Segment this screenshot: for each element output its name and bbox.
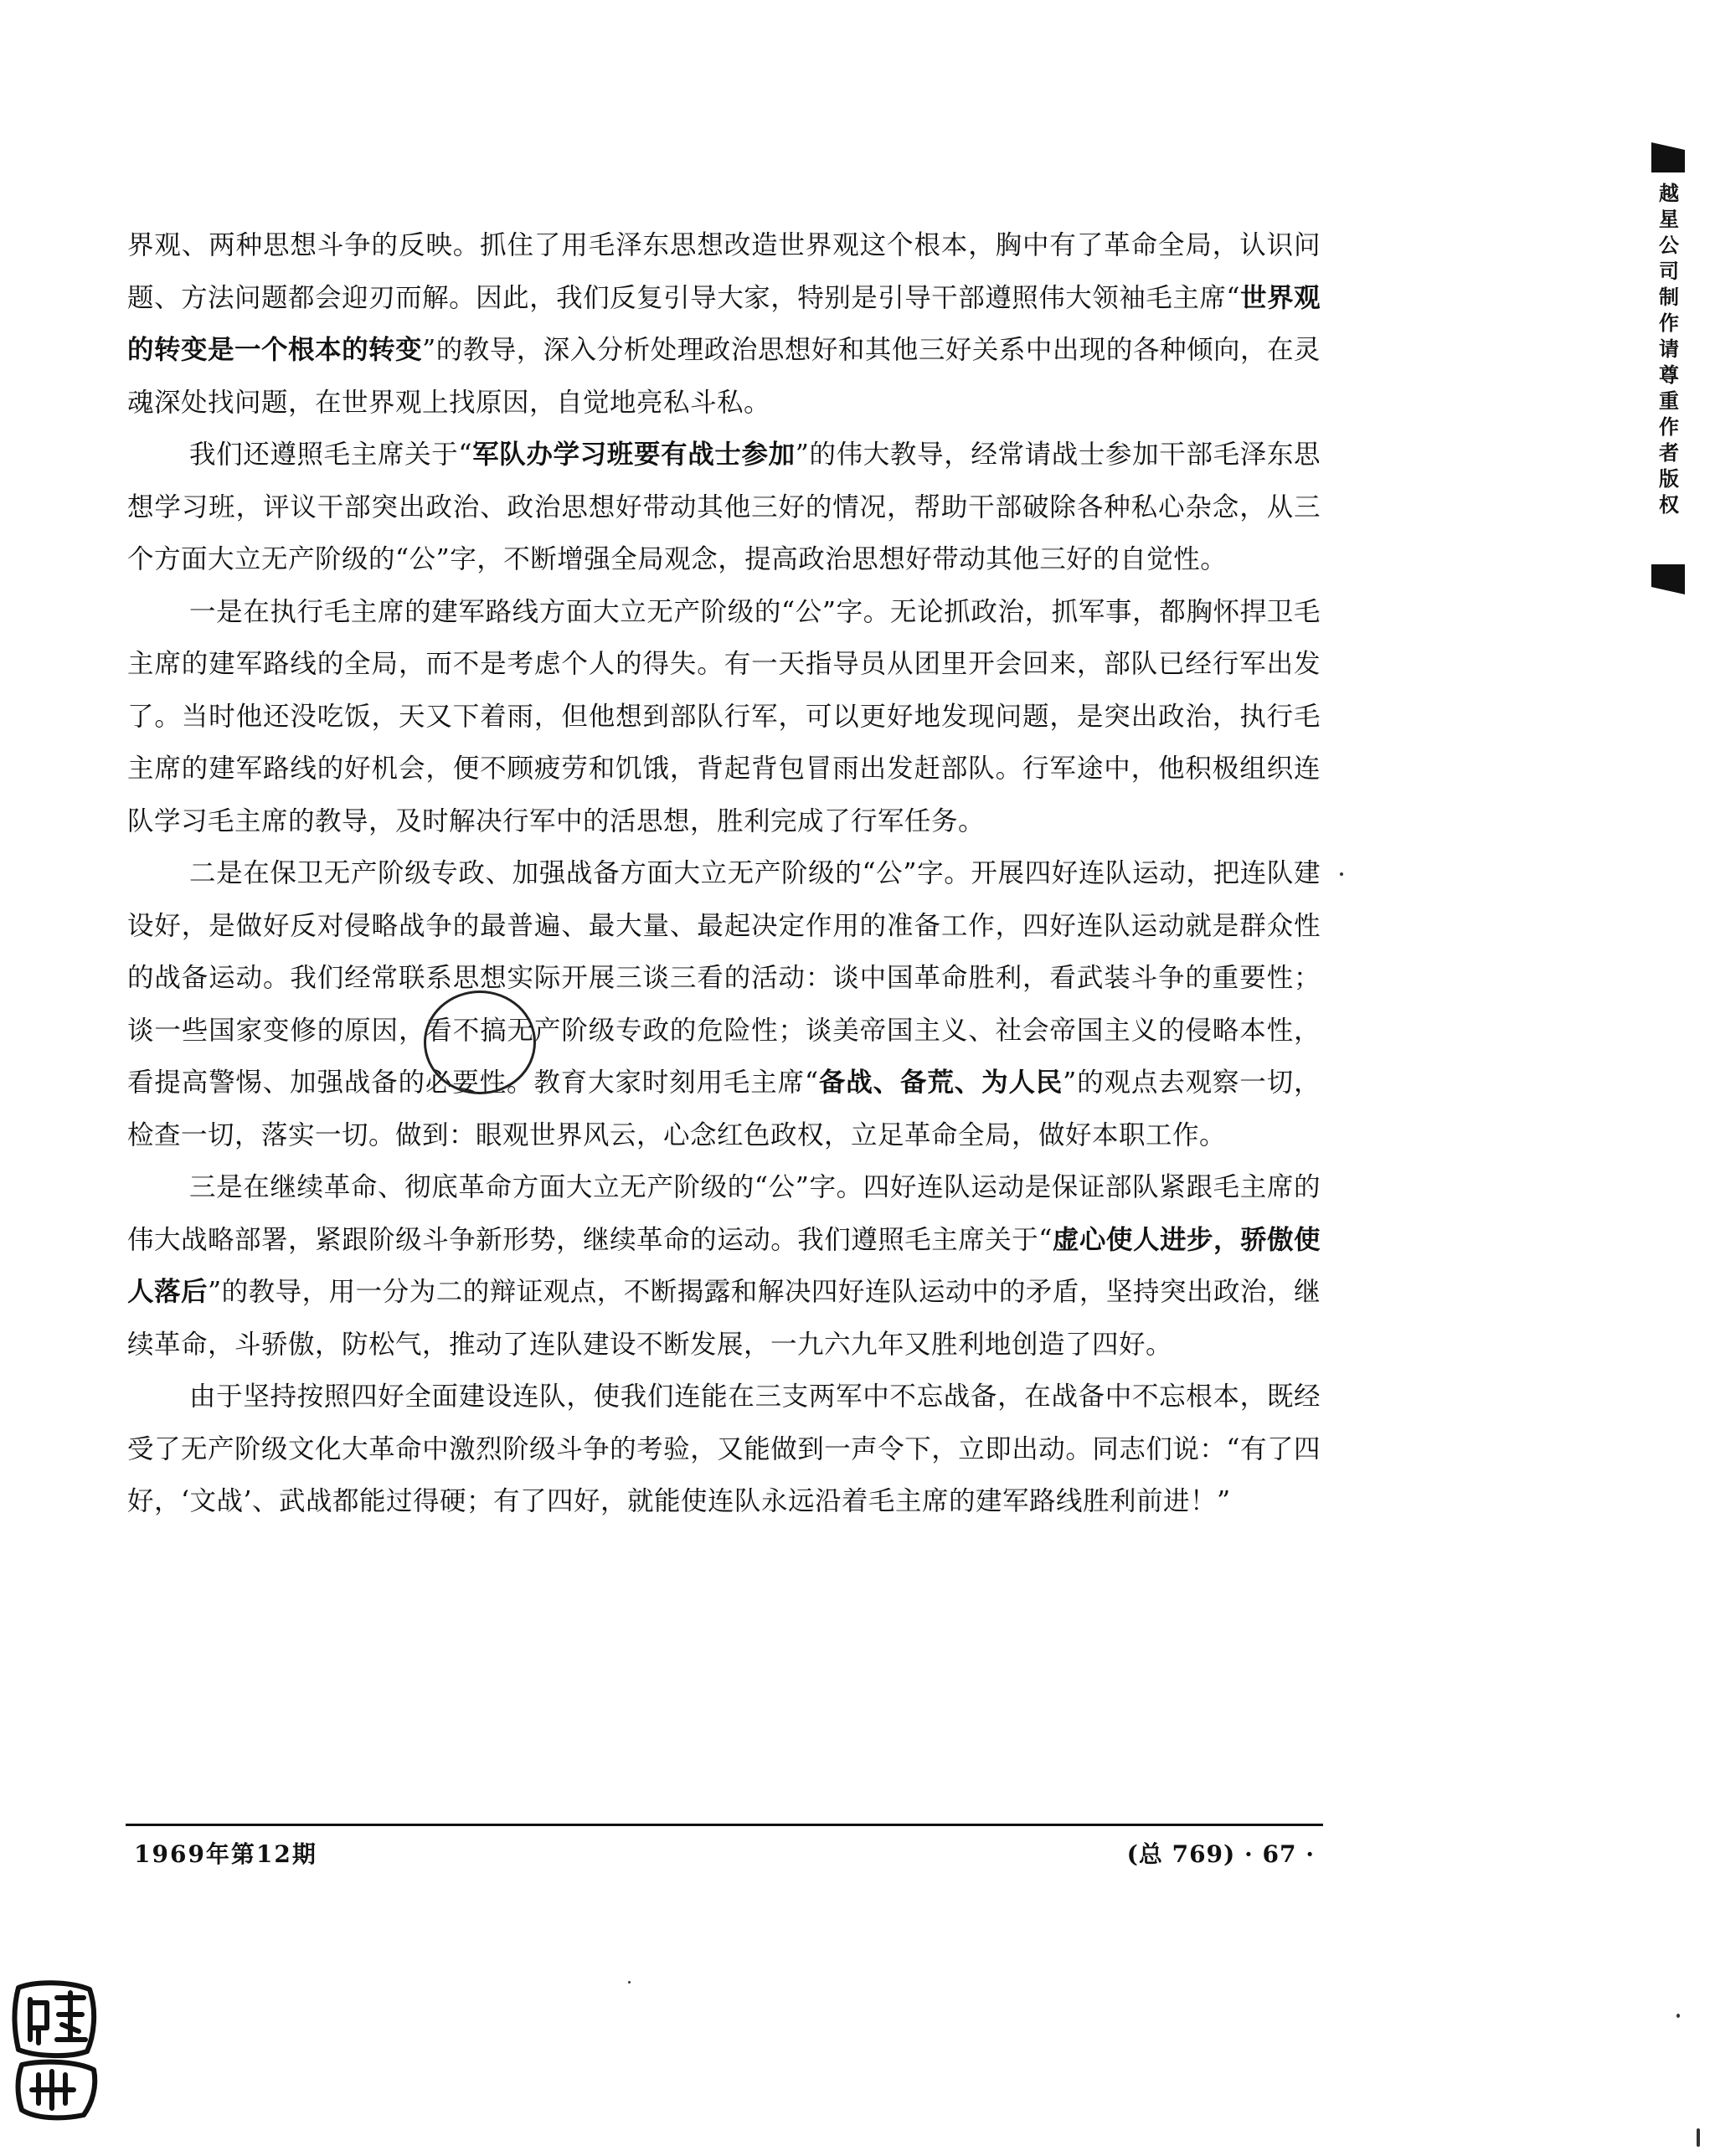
paragraph-text: 二是在保卫无产阶级专政、加强战备方面大立无产阶级的“公”字。开展四好连队运动，把连队建设好，是做好反对侵略战争的最普遍、最大量、最起决定作用的准备工作，四好连队运动就是群众性的战备运动。我们经常联系思想实际开展三谈三看的活动：谈中国革命胜利，看武装斗争的重要性；谈一些国家变修的原因，看不搞无产阶级专政的危险性；谈美帝国主义、社会帝国主义的侵略本性，看提高警惕、加强战备的必要性。教育大家时刻用毛主席“ <box>127 858 1321 1098</box>
copyright-side-notice <box>1651 142 1693 594</box>
paragraph-text: ”的观点去观察一切，检查一切，落实一切。做到：眼观世界风云，心念红色政权，立足革命全局，做好本职工作。 <box>127 1068 1321 1150</box>
paragraph <box>127 429 1321 586</box>
quotation-bold: 备战、备荒、为人民 <box>818 1067 1064 1098</box>
paragraph-text: ”的教导，用一分为二的辩证观点，不断揭露和解决四好连队运动中的矛盾，坚持突出政治，继续革命，斗骄傲，防松气，推动了连队建设不断发展，一九六九年又胜利地创造了四好。 <box>127 1277 1321 1360</box>
library-seal-stamp <box>10 1978 102 2124</box>
scan-speck <box>1340 872 1343 876</box>
paragraph-text: ”的伟大教导，经常请战士参加干部毛泽东思想学习班，评议干部突出政治、政治思想好带动其他三好的情况，帮助干部破除各种私心杂念，从三个方面大立无产阶级的“公”字，不断增强全局观念，提高政治思想好带动其他三好的自觉性。 <box>127 440 1321 574</box>
scan-speck <box>628 1981 631 1984</box>
paragraph <box>127 219 1321 429</box>
paragraph <box>127 1161 1321 1371</box>
paragraph-text: 由于坚持按照四好全面建设连队，使我们连能在三支两军中不忘战备，在战备中不忘根本，既经受了无产阶级文化大革命中激烈阶级斗争的考验，又能做到一声令下，立即出动。同志们说：“有了四好，‘文战’、武战都能过得硬；有了四好，就能使连队永远沿着毛主席的建军路线胜利前进！” <box>127 1382 1321 1516</box>
footer-rule <box>126 1824 1323 1826</box>
paragraph-text: 我们还遵照毛主席关于“ <box>189 440 472 470</box>
article-body <box>127 219 1321 1528</box>
side-notice-bottom-marker <box>1651 564 1685 594</box>
scan-speck <box>1676 2014 1680 2018</box>
quotation-bold: 世界观的转变是一个根本的转变 <box>127 281 1321 365</box>
paragraph-text: 三是在继续革命、彻底革命方面大立无产阶级的“公”字。四好连队运动是保证部队紧跟毛主席的伟大战略部署，紧跟阶级斗争新形势，继续革命的运动。我们遵照毛主席关于“ <box>127 1172 1321 1255</box>
hand-drawn-circle-mark <box>424 991 536 1094</box>
paragraph <box>127 586 1321 848</box>
paragraph <box>127 847 1321 1161</box>
scan-speck <box>1697 2128 1700 2147</box>
quotation-bold: 虚心使人进步，骄傲使人落后 <box>127 1223 1321 1307</box>
page-number: (总 769) · 67 · <box>1126 1840 1315 1868</box>
side-notice-top-marker <box>1651 142 1685 172</box>
quotation-bold: 军队办学习班要有战士参加 <box>471 439 796 470</box>
paragraph-text: 界观、两种思想斗争的反映。抓住了用毛泽东思想改造世界观这个根本，胸中有了革命全局，认识问题、方法问题都会迎刃而解。因此，我们反复引导大家，特别是引导干部遵照伟大领袖毛主席“ <box>127 230 1321 313</box>
issue-label: 1969年第12期 <box>134 1840 317 1868</box>
paragraph-text: 一是在执行毛主席的建军路线方面大立无产阶级的“公”字。无论抓政治，抓军事，都胸怀捍卫毛主席的建军路线的全局，而不是考虑个人的得失。有一天指导员从团里开会回来，部队已经行军出发了。当时他还没吃饭，天又下着雨，但他想到部队行军，可以更好地发现问题，是突出政治，执行毛主席的建军路线的好机会，便不顾疲劳和饥饿，背起背包冒雨出发赶部队。行军途中，他积极组织连队学习毛主席的教导，及时解决行军中的活思想，胜利完成了行军任务。 <box>127 596 1321 836</box>
paragraph-text: ”的教导，深入分析处理政治思想好和其他三好关系中出现的各种倾向，在灵魂深处找问题，在世界观上找原因，自觉地亮私斗私。 <box>127 335 1321 418</box>
side-notice-text: 越星公司制作请尊重作者版权 <box>1659 182 1679 517</box>
paragraph <box>127 1371 1321 1528</box>
